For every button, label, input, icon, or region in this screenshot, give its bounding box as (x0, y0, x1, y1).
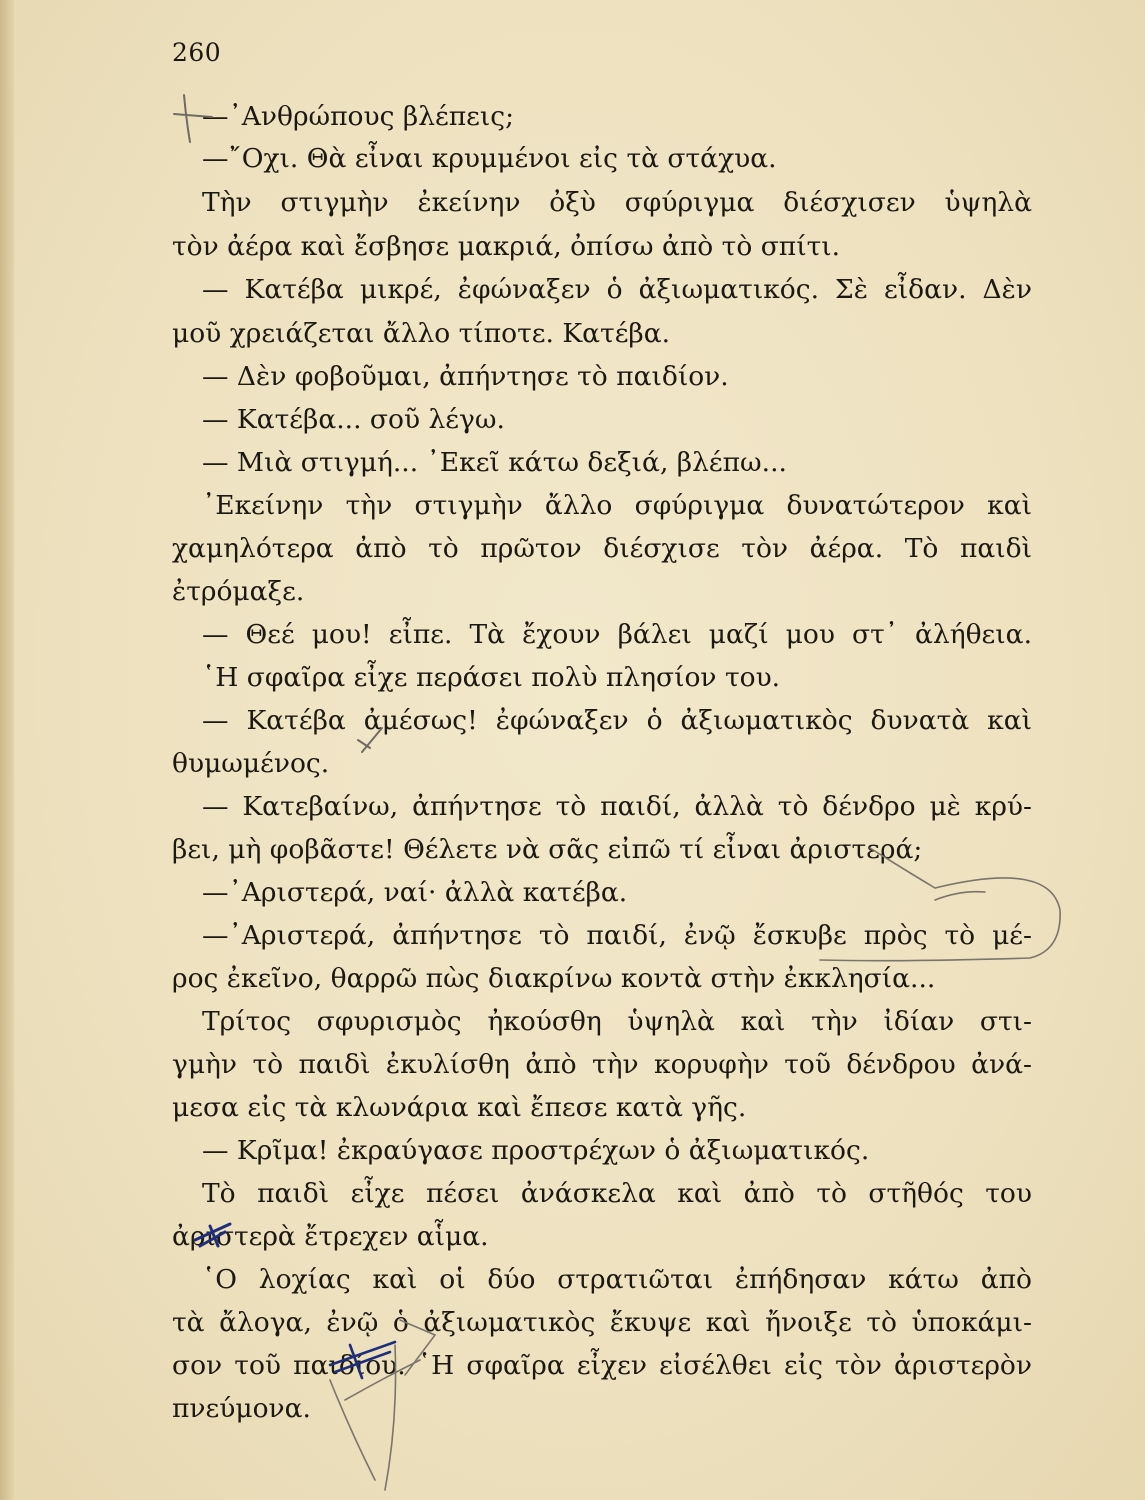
text-line: βει, μὴ φοβᾶστε! Θέλετε νὰ σᾶς εἰπῶ τί εἶναι ἀριστερά; (172, 834, 923, 865)
page-number: 260 (172, 38, 222, 67)
text-line: χαμηλότερα ἀπὸ τὸ πρῶτον διέσχισε τὸν ἀέρα. Τὸ παιδὶ (172, 533, 1032, 564)
text-line: —᾽Αριστερά, ἀπήντησε τὸ παιδί, ἐνῷ ἔσκυβε πρὸς τὸ μέ- (202, 920, 1032, 951)
text-line: —᾽Αριστερά, ναί· ἀλλὰ κατέβα. (202, 877, 628, 908)
text-line: γμὴν τὸ παιδὶ ἐκυλίσθη ἀπὸ τὴν κορυφὴν τοῦ δένδρου ἀνά- (172, 1049, 1032, 1080)
text-line: τὸν ἀέρα καὶ ἔσβησε μακριά, ὀπίσω ἀπὸ τὸ σπίτι. (172, 231, 841, 262)
page-gutter-shadow (0, 0, 14, 1500)
text-line: ᾽Εκείνην τὴν στιγμὴν ἄλλο σφύριγμα δυνατώτερον καὶ (202, 490, 1032, 521)
text-line: Τὴν στιγμὴν ἐκείνην ὀξὺ σφύριγμα διέσχισεν ὑψηλὰ (202, 187, 1032, 218)
text-line: — Μιὰ στιγμή... ᾽Εκεῖ κάτω δεξιά, βλέπω... (202, 447, 787, 478)
text-line: ῾Η σφαῖρα εἶχε περάσει πολὺ πλησίον του. (202, 662, 781, 693)
text-line: μεσα εἰς τὰ κλωνάρια καὶ ἔπεσε κατὰ γῆς. (172, 1092, 747, 1123)
text-line: —᾽Ανθρώπους βλέπεις; (202, 101, 515, 132)
text-line: — Θεέ μου! εἶπε. Τὰ ἔχουν βάλει μαζί μου στ᾽ ἀλήθεια. (202, 619, 1032, 650)
text-line: — Κρῖμα! ἐκραύγασε προστρέχων ὁ ἀξιωματικός. (202, 1135, 870, 1166)
text-line: Τὸ παιδὶ εἶχε πέσει ἀνάσκελα καὶ ἀπὸ τὸ στῆθός του (202, 1178, 1032, 1209)
text-line: θυμωμένος. (172, 748, 330, 779)
text-line: μοῦ χρειάζεται ἄλλο τίποτε. Κατέβα. (172, 318, 671, 349)
text-line: — Κατέβα μικρέ, ἐφώναξεν ὁ ἀξιωματικός. Σὲ εἶδαν. Δὲν (202, 274, 1032, 305)
text-line: τὰ ἄλογα, ἐνῷ ὁ ἀξιωματικὸς ἔκυψε καὶ ἤνοιξε τὸ ὑποκάμι- (172, 1307, 1032, 1338)
text-line: ῾Ο λοχίας καὶ οἱ δύο στρατιῶται ἐπήδησαν κάτω ἀπὸ (202, 1264, 1032, 1295)
text-line: ἀριστερὰ ἔτρεχεν αἷμα. (172, 1221, 489, 1252)
text-line: ἐτρόμαξε. (172, 576, 305, 607)
text-line: πνεύμονα. (172, 1393, 311, 1424)
text-line: — Κατεβαίνω, ἀπήντησε τὸ παιδί, ἀλλὰ τὸ δένδρο μὲ κρύ- (202, 791, 1032, 822)
text-line: — Δὲν φοβοῦμαι, ἀπήντησε τὸ παιδίον. (202, 361, 729, 392)
text-line: ρος ἐκεῖνο, θαρρῶ πὼς διακρίνω κοντὰ στὴν ἐκκλησία... (172, 963, 936, 994)
text-line: σον τοῦ παιδίου. ῾Η σφαῖρα εἶχεν εἰσέλθει εἰς τὸν ἀριστερὸν (172, 1350, 1032, 1381)
text-line: — Κατέβα... σοῦ λέγω. (202, 404, 505, 435)
text-line: Τρίτος σφυρισμὸς ἠκούσθη ὑψηλὰ καὶ τὴν ἰδίαν στι- (202, 1006, 1032, 1037)
text-line: — Κατέβα ἀμέσως! ἐφώναξεν ὁ ἀξιωματικὸς δυνατὰ καὶ (202, 705, 1032, 736)
text-line: —῎Οχι. Θὰ εἶναι κρυμμένοι εἰς τὰ στάχυα. (202, 143, 777, 174)
